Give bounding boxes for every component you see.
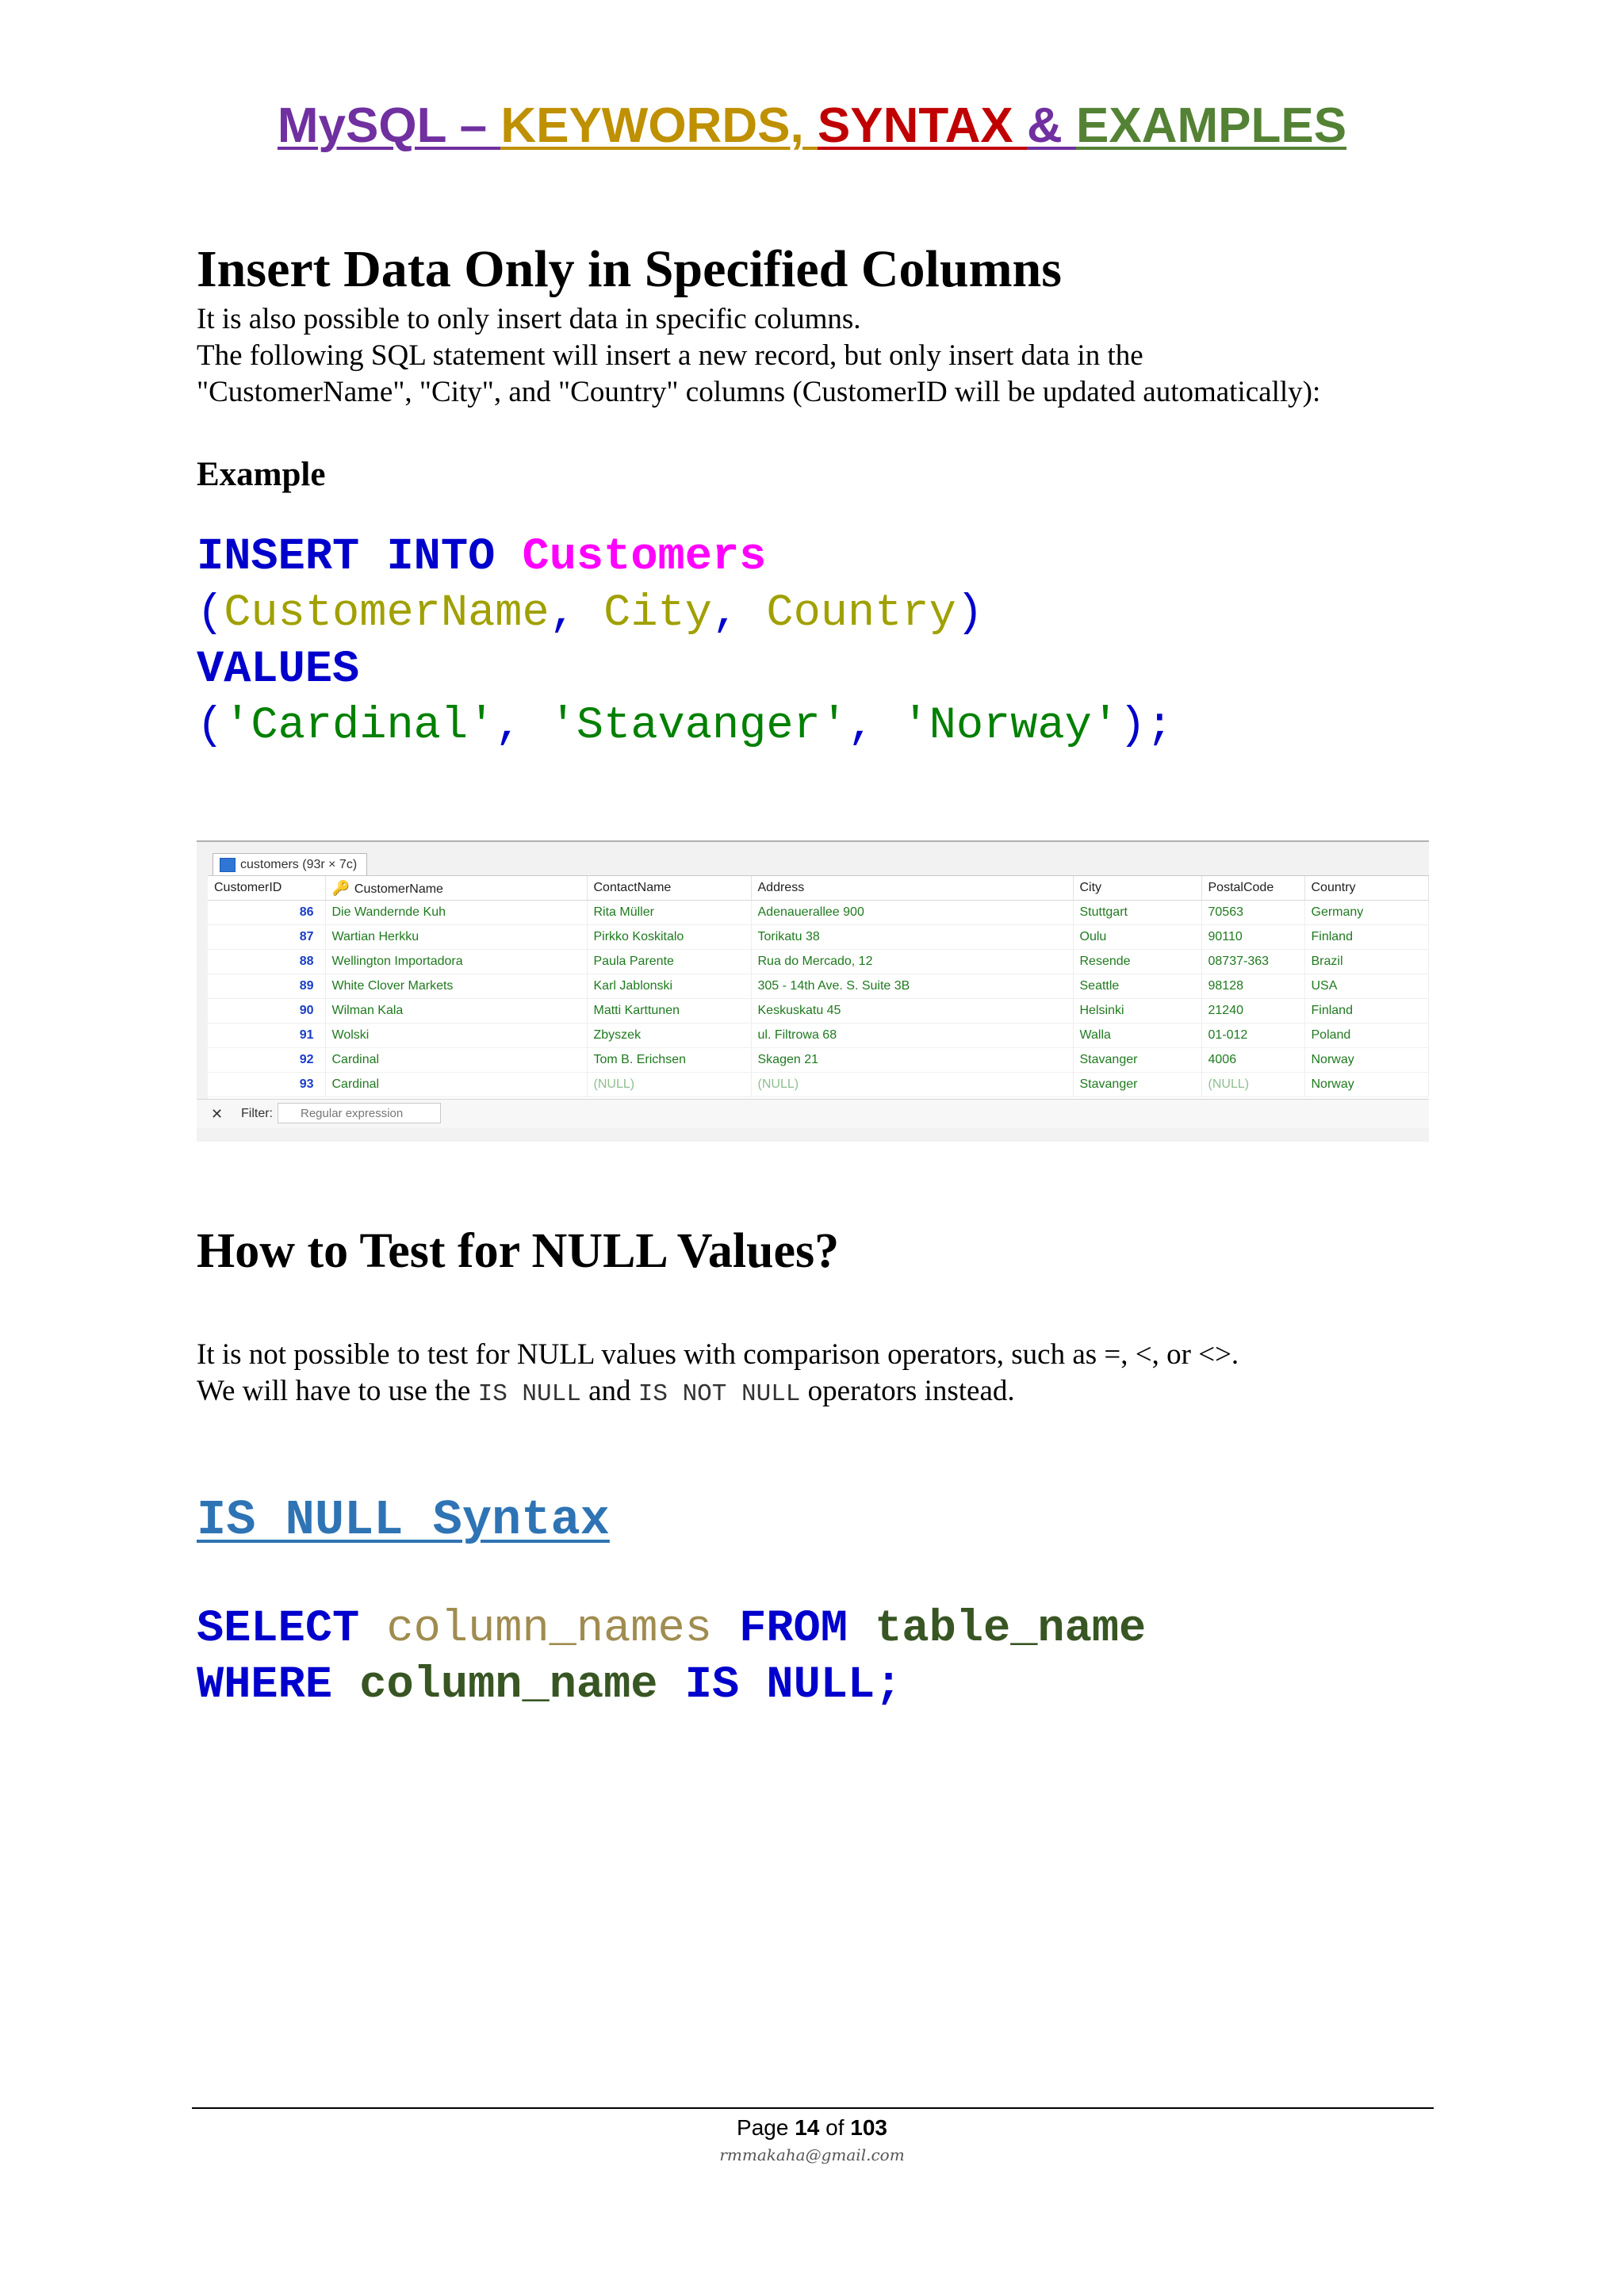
table-cell[interactable]: 89 [208,974,325,999]
column-header-address[interactable]: Address [751,876,1073,901]
table-cell[interactable]: Die Wandernde Kuh [325,901,587,925]
table-cell[interactable]: 86 [208,901,325,925]
table-body [208,901,1429,1097]
table-cell[interactable]: Resende [1073,950,1201,974]
table-cell[interactable]: Norway [1304,1073,1429,1097]
code-punct: , [847,701,875,752]
table-cell[interactable]: 305 - 14th Ave. S. Suite 3B [751,974,1073,999]
text-run: operators instead. [800,1375,1015,1407]
code-column: City [603,588,712,639]
table-cell[interactable]: 90110 [1201,925,1304,950]
table-cell[interactable]: Wellington Importadora [325,950,587,974]
table-cell[interactable]: Stuttgart [1073,901,1201,925]
table-cell[interactable]: Pirkko Koskitalo [587,925,751,950]
header-mysql: MySQL – [277,98,501,153]
column-header-contactname[interactable]: ContactName [587,876,751,901]
code-line-3 [197,642,1174,698]
code-column: Country [766,588,956,639]
table-row[interactable] [208,1024,1429,1048]
code-punct: ( [197,588,224,639]
table-row[interactable] [208,950,1429,974]
section-title-insert-specified: Insert Data Only in Specified Columns [197,240,1062,298]
table-cell[interactable]: Oulu [1073,925,1201,950]
section1-paragraph-1: It is also possible to only insert data in specific columns. [197,303,861,335]
table-cell[interactable]: Finland [1304,925,1429,950]
table-cell[interactable]: Helsinki [1073,999,1201,1024]
table-cell[interactable]: 91 [208,1024,325,1048]
inline-code-is-not-null: IS NOT NULL [638,1380,801,1408]
code-argument: column_names [386,1604,712,1655]
table-cell[interactable]: Cardinal [325,1048,587,1073]
code-punct: ); [1119,701,1174,752]
table-row[interactable] [208,925,1429,950]
table-cell[interactable]: Rita Müller [587,901,751,925]
code-keyword: IS [684,1660,740,1711]
data-grid [208,875,1429,1100]
table-cell[interactable]: Skagen 21 [751,1048,1073,1073]
column-header-country[interactable]: Country [1304,876,1429,901]
column-header-postalcode[interactable]: PostalCode [1201,876,1304,901]
filter-bar [197,1099,1429,1128]
code-column: CustomerName [224,588,550,639]
code-line-1 [197,1601,1146,1658]
code-keyword: INTO [386,532,496,583]
section1-paragraph-2: The following SQL statement will insert a new record, but only insert data in the [197,339,1143,372]
insert-code-block [197,530,1174,755]
table-cell[interactable]: Adenauerallee 900 [751,901,1073,925]
page-current: 14 [795,2115,820,2140]
section2-paragraph-2 [197,1373,1015,1413]
table-cell[interactable]: (NULL) [1201,1073,1304,1097]
filter-label: Filter: [241,1107,273,1120]
is-null-syntax-heading[interactable]: IS NULL Syntax [197,1492,610,1548]
code-punct: , [549,588,576,639]
code-keyword: WHERE [197,1660,333,1711]
footer-divider [192,2107,1434,2109]
footer-email: rmmakaha@gmail.com [719,2145,905,2164]
table-cell[interactable]: White Clover Markets [325,974,587,999]
table-cell[interactable]: Wolski [325,1024,587,1048]
table-cell[interactable]: Zbyszek [587,1024,751,1048]
code-keyword: INSERT [197,532,360,583]
text-run: We will have to use the [197,1375,478,1407]
table-cell[interactable]: Keskuskatu 45 [751,999,1073,1024]
page-number [0,2115,1624,2141]
table-cell[interactable]: Torikatu 38 [751,925,1073,950]
table-cell[interactable]: 87 [208,925,325,950]
table-row[interactable] [208,999,1429,1024]
document-header [0,98,1624,153]
table-cell[interactable]: USA [1304,974,1429,999]
code-keyword: FROM [739,1604,848,1655]
table-cell[interactable]: Wilman Kala [325,999,587,1024]
text-run: and [580,1375,638,1407]
inline-code-is-null: IS NULL [477,1380,581,1408]
table-cell[interactable]: 93 [208,1073,325,1097]
code-line-1 [197,530,1174,586]
column-header-customerid[interactable]: CustomerID [208,876,325,901]
table-cell[interactable]: Karl Jablonski [587,974,751,999]
table-cell[interactable]: Paula Parente [587,950,751,974]
code-line-4 [197,698,1174,755]
code-keyword: NULL; [766,1660,902,1711]
code-punct: , [711,588,740,639]
code-line-2 [197,1658,1146,1714]
table-cell[interactable]: 98128 [1201,974,1304,999]
column-header-label: CustomerName [354,882,443,896]
table-cell[interactable]: ul. Filtrowa 68 [751,1024,1073,1048]
code-identifier: table_name [875,1604,1147,1655]
table-cell[interactable]: 01-012 [1201,1024,1304,1048]
table-tab-label: customers (93r × 7c) [240,858,358,871]
code-string: 'Cardinal' [224,701,496,752]
page-prefix: Page [737,2115,795,2140]
table-cell[interactable]: Brazil [1304,950,1429,974]
table-cell[interactable]: Stavanger [1073,1073,1201,1097]
table-row[interactable] [208,1048,1429,1073]
header-examples: EXAMPLES [1076,98,1347,153]
table-cell[interactable]: 4006 [1201,1048,1304,1073]
table-cell[interactable]: Matti Karttunen [587,999,751,1024]
table-cell[interactable]: 90 [208,999,325,1024]
table-cell[interactable]: Cardinal [325,1073,587,1097]
code-line-2 [197,586,1174,642]
code-keyword: VALUES [197,645,360,695]
table-cell[interactable]: 92 [208,1048,325,1073]
table-cell[interactable]: Tom B. Erichsen [587,1048,751,1073]
close-icon[interactable]: ✕ [211,1106,224,1122]
table-row[interactable] [208,901,1429,925]
page-of: of [819,2115,851,2140]
example-label: Example [197,456,326,493]
section-title-null-values: How to Test for NULL Values? [197,1224,840,1278]
code-string: 'Norway' [902,701,1120,752]
is-null-code-block [197,1601,1146,1714]
table-cell[interactable]: Germany [1304,901,1429,925]
table-cell[interactable]: Rua do Mercado, 12 [751,950,1073,974]
table-cell[interactable]: 88 [208,950,325,974]
db-table-screenshot [197,840,1429,1142]
table-row[interactable] [208,974,1429,999]
column-header-customername[interactable] [325,876,587,901]
header-syntax: SYNTAX [817,98,1028,153]
table-cell[interactable]: 21240 [1201,999,1304,1024]
table-row[interactable] [208,1073,1429,1097]
table-cell[interactable]: Finland [1304,999,1429,1024]
code-punct: , [495,701,523,752]
table-header-row [208,876,1429,901]
table-cell[interactable]: 08737-363 [1201,950,1304,974]
code-keyword: SELECT [197,1604,360,1655]
table-cell[interactable]: Poland [1304,1024,1429,1048]
code-table-name: Customers [522,532,767,583]
header-keywords: KEYWORDS, [500,98,818,153]
table-cell[interactable]: Wartian Herkku [325,925,587,950]
section1-paragraph-3: "CustomerName", "City", and "Country" columns (CustomerID will be updated automatically): [197,376,1321,408]
section2-paragraph-1: It is not possible to test for NULL values with comparison operators, such as =, <, or <>. [197,1338,1239,1371]
table-cell[interactable]: 70563 [1201,901,1304,925]
table-cell[interactable]: (NULL) [751,1073,1073,1097]
table-cell[interactable]: (NULL) [587,1073,751,1097]
code-punct: ( [197,701,224,752]
table-grid-icon [220,858,236,872]
page-total: 103 [850,2115,887,2140]
filter-input[interactable]: Regular expression [278,1103,441,1123]
table-cell[interactable]: Stavanger [1073,1048,1201,1073]
code-string: 'Stavanger' [549,701,848,752]
table-cell[interactable]: Walla [1073,1024,1201,1048]
table-cell[interactable]: Norway [1304,1048,1429,1073]
customers-table [208,876,1429,1097]
table-cell[interactable]: Seattle [1073,974,1201,999]
code-punct: ) [956,588,984,639]
table-tab[interactable] [213,853,367,876]
code-identifier: column_name [359,1660,658,1711]
column-header-city[interactable]: City [1073,876,1201,901]
key-icon: 🔑 [331,879,350,896]
header-ampersand: & [1027,98,1077,153]
